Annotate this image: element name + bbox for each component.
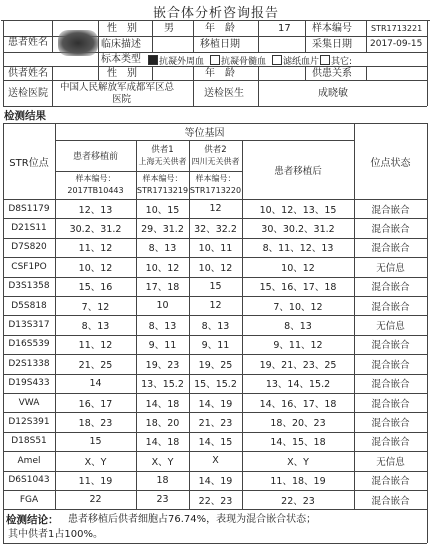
doctor-label: 送检医生 (204, 88, 244, 99)
hospital-value-line1: 中国人民解放军成都军区总 (60, 82, 175, 93)
locus-cell: D18S51 (11, 436, 47, 447)
specimen-option (272, 55, 319, 67)
doctor-value: 成晓敏 (318, 88, 348, 99)
donor2-cell: 14、19 (198, 398, 233, 410)
locus-cell: D5S818 (11, 300, 47, 311)
donor2-cell: 14、15 (198, 437, 233, 449)
locus-cell: FGA (19, 494, 39, 505)
patient-post-cell: X、Y (287, 456, 309, 468)
grid-line (3, 20, 427, 21)
transplant-date-label: 移植日期 (200, 39, 240, 50)
specimen-option-label: 抗凝骨髓血 (221, 57, 267, 67)
patient-name-label: 患者姓名 (8, 37, 48, 48)
donor1-cell: 23 (156, 494, 169, 506)
donor2-cell: 10、11 (198, 243, 233, 255)
donor2-sample-label: 样本编号： (195, 174, 236, 183)
donor-name-label: 供者姓名 (8, 68, 48, 79)
status-cell: 混合嵌合 (371, 418, 410, 430)
patient-post-cell: 7、10、12 (273, 301, 323, 313)
patient-post-cell: 14、16、17、18 (259, 398, 337, 410)
grid-line (193, 66, 194, 80)
patient-pre-cell: 15、16 (78, 282, 113, 294)
locus-cell: Amel (17, 455, 41, 466)
locus-cell: D13S317 (8, 320, 50, 331)
clinical-label: 临床描述 (101, 39, 141, 50)
status-cell: 混合嵌合 (371, 437, 410, 449)
donor2-cell: 14、19 (198, 476, 233, 488)
checkbox-icon (272, 55, 282, 65)
patient-pre-cell: 11、12 (78, 340, 113, 352)
sample-no-value: STR1713221 (371, 24, 423, 33)
patient-post-cell: 13、14、15.2 (265, 379, 331, 391)
donor1-cell: 14、18 (145, 437, 180, 449)
pre-sample-no: 2017TB10443 (67, 186, 124, 195)
grid-line (3, 80, 427, 81)
patient-post-cell: 8、13 (284, 321, 312, 333)
donor2-cell: 10、12 (198, 262, 233, 274)
age-value: 17 (278, 23, 291, 34)
grid-line (98, 20, 99, 66)
sample-no-label: 样本编号 (312, 23, 352, 34)
col-donor2-header: 供者2 (204, 144, 227, 155)
gender-value: 男 (164, 23, 174, 34)
grid-line (305, 66, 306, 80)
patient-pre-cell: 11、12 (78, 243, 113, 255)
patient-pre-cell: 16、17 (78, 398, 113, 410)
status-cell: 混合嵌合 (371, 476, 410, 488)
donor1-cell: 10、12 (145, 262, 180, 274)
col-donor1-header: 供者1 (151, 144, 174, 155)
col-donor1-subheader: 上海无关供者 (138, 157, 187, 166)
donor2-cell: 32、32.2 (194, 224, 237, 236)
donor2-cell: 15、15.2 (194, 379, 237, 391)
conclusion-text-line1: 患者移植后供者细胞占76.74%，表现为混合嵌合状态； (68, 514, 317, 526)
specimen-option-label: 滤纸血片 (283, 57, 320, 67)
locus-cell: VWA (18, 397, 40, 408)
grid-line (3, 20, 4, 106)
grid-line (427, 509, 428, 543)
donor1-sample-label: 样本编号： (142, 174, 183, 183)
col-patient-pre-header: 患者移植前 (72, 152, 118, 162)
patient-pre-cell: 18、23 (78, 418, 113, 430)
patient-post-cell: 22、23 (281, 495, 315, 507)
specimen-option-label: 抗凝外周血 (159, 57, 205, 67)
donor2-cell: 19、25 (198, 359, 233, 371)
locus-cell: D2S1338 (8, 358, 50, 369)
status-cell: 混合嵌合 (371, 398, 410, 410)
patient-pre-cell: 7、12 (81, 301, 110, 313)
patient-post-cell: 8、11、12、13 (262, 243, 334, 255)
grid-line (427, 123, 428, 509)
donor1-cell: 10 (156, 300, 169, 312)
patient-pre-cell: X、Y (84, 456, 107, 468)
gender-label: 性 别 (107, 23, 137, 34)
locus-cell: D12S391 (8, 417, 50, 428)
patient-post-cell: 19、21、23、25 (259, 359, 337, 371)
donor-age-label: 年 龄 (205, 68, 235, 79)
pre-sample-label: 样本编号： (75, 174, 116, 183)
col-patient-post-header: 患者移植后 (274, 165, 322, 177)
collect-date-value: 2017-09-15 (370, 39, 423, 49)
grid-line (52, 66, 53, 106)
status-cell: 混合嵌合 (371, 495, 410, 507)
donor2-sample-no: STR1713220 (189, 186, 242, 195)
status-cell: 无信息 (376, 262, 405, 274)
grid-line (98, 66, 99, 80)
grid-line (258, 20, 259, 52)
patient-pre-cell: 12、13 (78, 204, 113, 216)
donor1-cell: 17、18 (145, 282, 180, 294)
donor2-cell: 12 (209, 300, 222, 312)
specimen-option-label: 其它: (331, 57, 353, 67)
donor2-cell: 8、13 (201, 321, 230, 333)
patient-pre-cell: 21、25 (78, 359, 113, 371)
col-donor2-subheader: 四川无关供者 (191, 157, 240, 166)
patient-pre-cell: 10、12 (78, 262, 113, 274)
locus-cell: D16S539 (8, 339, 50, 350)
donor-gender-label: 性 别 (107, 68, 137, 79)
status-cell: 混合嵌合 (371, 340, 410, 352)
specimen-type-label: 标本类型 (101, 54, 141, 65)
grid-line (193, 20, 194, 52)
locus-cell: CSF1PO (11, 261, 47, 272)
col-locus-header: STR位点 (9, 157, 49, 169)
status-cell: 混合嵌合 (371, 282, 410, 294)
locus-cell: D3S1358 (8, 281, 50, 292)
section-label: 检测结果 (4, 110, 46, 122)
patient-post-cell: 15、16、17、18 (259, 282, 337, 294)
locus-cell: D19S433 (8, 378, 50, 389)
grid-line (258, 80, 259, 106)
grid-line (152, 66, 153, 80)
patient-pre-cell: 8、13 (81, 321, 110, 333)
patient-post-cell: 10、12 (281, 262, 315, 274)
grid-line (3, 106, 427, 107)
donor1-cell: 19、23 (145, 359, 180, 371)
locus-cell: D21S11 (11, 223, 47, 234)
specimen-option (148, 55, 204, 67)
hospital-label: 送检医院 (8, 88, 48, 99)
grid-line (52, 20, 53, 52)
report-title: 嵌合体分析咨询报告 (152, 6, 279, 21)
redacted-name-blur (58, 30, 98, 56)
grid-line (193, 80, 194, 106)
age-label: 年 龄 (205, 23, 235, 34)
checked-box-icon (148, 55, 158, 65)
locus-cell: D8S1179 (8, 203, 50, 214)
hospital-value-line2: 医院 (112, 94, 132, 105)
donor1-cell: 10、15 (145, 204, 180, 216)
grid-line (258, 66, 259, 80)
grid-line (366, 20, 367, 52)
donor2-cell: 21、23 (198, 418, 233, 430)
status-cell: 混合嵌合 (371, 224, 410, 236)
patient-pre-cell: 30.2、31.2 (69, 224, 122, 236)
patient-pre-cell: 22 (89, 494, 102, 506)
conclusion-label: 检测结论： (6, 514, 59, 527)
status-cell: 无信息 (376, 456, 405, 468)
donor2-cell: X (212, 455, 219, 467)
collect-date-label: 采集日期 (312, 39, 352, 50)
donor-relation-label: 供患关系 (312, 68, 352, 79)
donor1-cell: 18 (156, 474, 169, 486)
donor1-cell: 9、11 (148, 340, 177, 352)
status-cell: 混合嵌合 (371, 379, 410, 391)
col-status-header: 位点状态 (370, 157, 411, 169)
patient-pre-cell: 11、19 (78, 476, 113, 488)
patient-post-cell: 18、20、23 (270, 418, 326, 430)
checkbox-icon (320, 55, 330, 65)
status-cell: 混合嵌合 (371, 301, 410, 313)
donor1-sample-no: STR1713219 (136, 186, 189, 195)
checkbox-icon (210, 55, 220, 65)
grid-line (152, 20, 153, 52)
donor1-cell: 14、18 (145, 398, 180, 410)
grid-line (366, 66, 367, 80)
status-cell: 无信息 (376, 321, 405, 333)
donor1-cell: X、Y (151, 456, 174, 468)
patient-post-cell: 30、30.2、31.2 (261, 224, 335, 236)
donor2-cell: 22、23 (198, 495, 233, 507)
specimen-option (210, 55, 266, 67)
donor1-cell: 29、31.2 (141, 224, 184, 236)
locus-cell: D6S1043 (8, 475, 50, 486)
status-cell: 混合嵌合 (371, 243, 410, 255)
donor1-cell: 8、13 (148, 321, 177, 333)
specimen-option (320, 55, 352, 67)
donor1-cell: 13、15.2 (141, 379, 184, 391)
patient-post-cell: 10、12、13、15 (259, 204, 337, 216)
status-cell: 混合嵌合 (371, 204, 410, 216)
locus-cell: D7S820 (11, 242, 47, 253)
grid-line (427, 20, 428, 106)
patient-pre-cell: 14 (89, 377, 102, 389)
donor2-cell: 12 (209, 203, 222, 215)
col-equivalent-header: 等位基因 (184, 128, 225, 139)
conclusion-text-line2: 其中供者1占100%。 (8, 529, 103, 541)
patient-post-cell: 14、15、18 (270, 437, 326, 449)
donor2-cell: 15 (209, 280, 222, 292)
donor1-cell: 18、20 (145, 418, 180, 430)
status-cell: 混合嵌合 (371, 359, 410, 371)
grid-line (3, 509, 4, 543)
patient-post-cell: 11、18、19 (270, 476, 326, 488)
donor1-cell: 8、13 (148, 243, 177, 255)
patient-post-cell: 9、11、12 (273, 340, 323, 352)
patient-pre-cell: 15 (89, 435, 102, 447)
grid-line (305, 20, 306, 52)
donor2-cell: 9、11 (201, 340, 230, 352)
